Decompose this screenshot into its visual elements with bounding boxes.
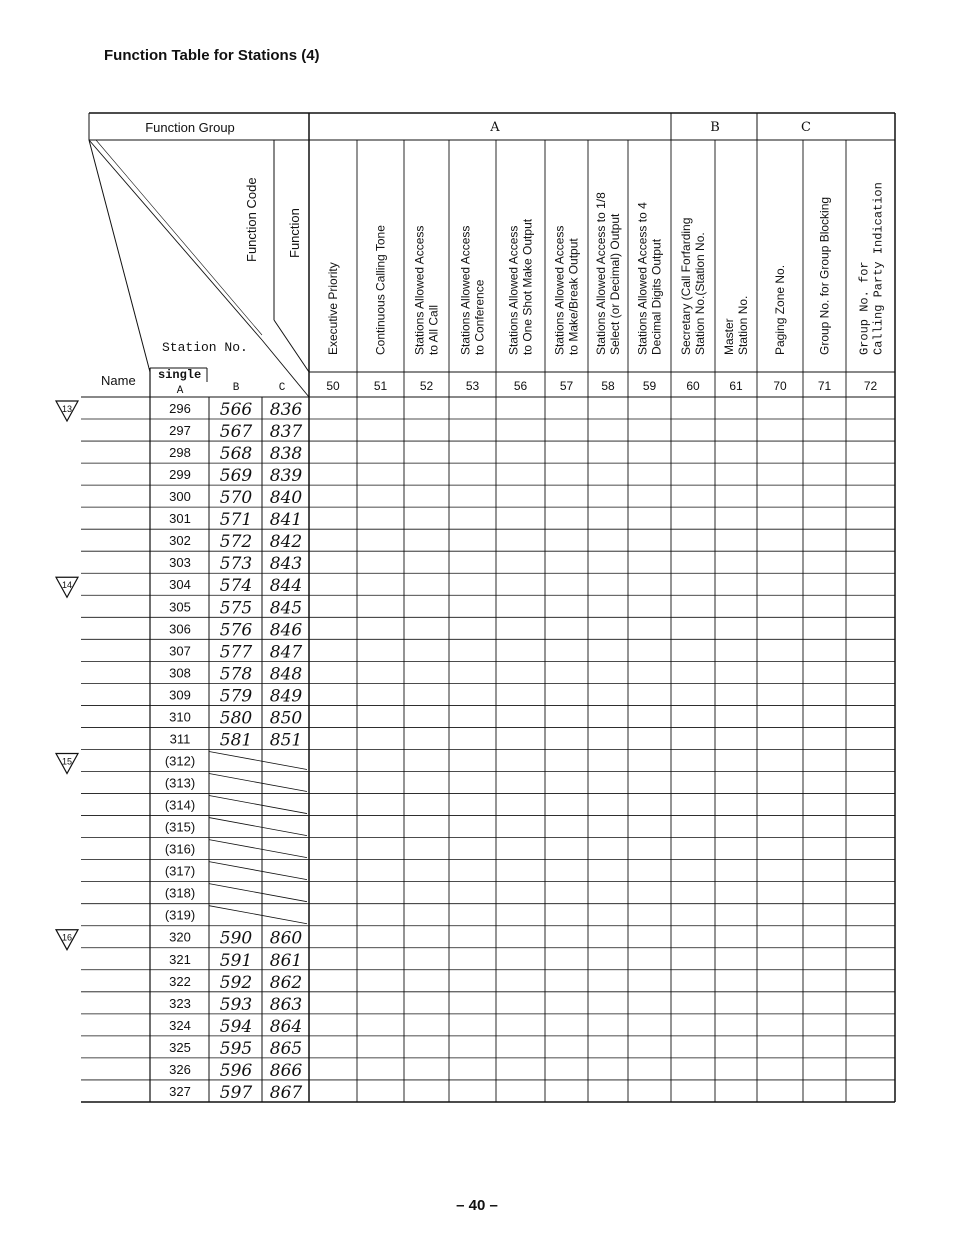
marker-label: 16 (61, 932, 73, 943)
station-number-b: 566 (219, 400, 253, 420)
function-name-59: Decimal Digits Output (649, 238, 664, 355)
station-number-c: 860 (269, 928, 303, 949)
function-code-56: 56 (513, 379, 528, 393)
station-number-b: 580 (219, 708, 253, 729)
sub-column-a: A (176, 385, 184, 397)
station-number-b: 568 (219, 444, 253, 465)
function-name-60: Station No.(Station No. (693, 232, 707, 355)
station-number-a: 324 (169, 1017, 191, 1033)
station-number-a: 310 (169, 709, 191, 725)
station-number-a: 325 (169, 1039, 191, 1055)
station-number-c: 844 (269, 576, 303, 597)
station-number-a: (317) (164, 863, 196, 879)
station-number-a: 327 (169, 1083, 191, 1099)
function-name-52: Stations Allowed Access (412, 225, 427, 355)
station-number-b: 576 (219, 620, 253, 641)
empty-cell-diagonal (209, 796, 307, 814)
station-number-c: 837 (269, 422, 303, 443)
marker-triangle-icon (56, 577, 78, 597)
function-code-60: 60 (686, 379, 700, 393)
function-name-57: Stations Allowed Access (552, 225, 567, 355)
empty-cell-diagonal (209, 906, 307, 924)
station-number-a: (314) (164, 797, 196, 813)
station-number-a: (312) (164, 753, 196, 769)
station-number-a: 309 (169, 687, 191, 703)
empty-cell-diagonal (209, 774, 307, 792)
function-code-71: 71 (817, 379, 832, 393)
function-name-58: Stations Allowed Access to 1/8 (594, 192, 608, 355)
function-name-72: Group No. for (857, 261, 872, 355)
single-label: single (158, 368, 202, 382)
function-name-61: Master (722, 318, 736, 355)
station-number-c: 865 (269, 1038, 303, 1059)
marker-triangle-icon (56, 753, 78, 773)
station-number-c: 861 (269, 950, 303, 971)
station-number-a: (315) (164, 819, 196, 835)
function-code-label: Function Code (244, 177, 259, 262)
station-number-b: 567 (219, 422, 253, 443)
function-name-57: to Make/Break Output (566, 238, 581, 355)
station-number-b: 574 (219, 576, 253, 597)
function-code-61: 61 (729, 379, 743, 393)
station-number-b: 569 (219, 466, 253, 487)
function-code-51: 51 (373, 379, 388, 393)
station-number-a: 322 (169, 973, 191, 989)
function-group-label: Function Group (145, 120, 235, 135)
station-number-a: 297 (169, 423, 191, 439)
empty-cell-diagonal (209, 751, 307, 769)
function-name-72: Calling Party Indication (871, 182, 886, 355)
function-code-57: 57 (559, 379, 574, 393)
station-number-b: 593 (219, 994, 253, 1015)
station-number-b: 596 (219, 1060, 253, 1081)
function-group-a: A (490, 120, 500, 135)
function-code-58: 58 (601, 379, 615, 393)
station-number-a: 304 (169, 577, 191, 593)
function-name-59: Stations Allowed Access to 4 (635, 202, 650, 355)
station-number-a: 323 (169, 995, 191, 1011)
function-name-52: to All Call (426, 304, 441, 355)
station-number-b: 590 (219, 928, 253, 949)
function-name-58: Select (or Decimal) Output (608, 213, 622, 355)
station-number-c: 841 (269, 510, 303, 531)
station-number-a: 299 (169, 467, 191, 483)
station-number-c: 848 (269, 664, 303, 685)
station-number-a: 321 (169, 951, 191, 967)
station-number-b: 573 (219, 554, 253, 575)
station-number-a: 301 (169, 511, 191, 527)
station-number-b: 575 (219, 598, 253, 619)
station-number-c: 839 (269, 466, 303, 487)
station-number-b: 592 (219, 972, 253, 993)
function-code-50: 50 (326, 379, 340, 393)
function-name-56: Stations Allowed Access (506, 225, 521, 355)
function-code-72: 72 (863, 379, 878, 393)
station-number-a: 311 (169, 731, 191, 747)
station-number-c: 850 (269, 708, 303, 729)
function-label: Function (287, 208, 302, 258)
header-diagonal (262, 340, 309, 397)
page-title: Function Table for Stations (4) (104, 47, 320, 64)
marker-triangle-icon (56, 401, 78, 421)
station-number-b: 591 (219, 950, 253, 971)
empty-cell-diagonal (209, 840, 307, 858)
station-number-c: 849 (269, 686, 303, 707)
marker-label: 13 (61, 404, 73, 414)
station-number-b: 579 (219, 686, 253, 707)
station-number-c: 842 (269, 532, 303, 553)
station-number-c: 851 (269, 730, 303, 751)
station-number-c: 862 (269, 972, 303, 993)
station-number-a: 305 (169, 599, 191, 615)
station-number-b: 597 (219, 1082, 253, 1103)
sub-column-b: B (232, 382, 240, 394)
function-name-71: Group No. for Group Blocking (817, 196, 832, 355)
function-name-53: Stations Allowed Access (458, 225, 473, 355)
function-name-56: to One Shot Make Output (520, 218, 535, 355)
station-number-a: (313) (164, 775, 196, 791)
function-name-50: Executive Priority (326, 262, 340, 355)
station-number-b: 572 (219, 532, 253, 553)
station-number-c: 847 (269, 642, 303, 663)
station-number-b: 581 (219, 730, 253, 751)
station-number-b: 594 (219, 1016, 253, 1037)
function-code-70: 70 (773, 379, 787, 393)
station-number-b: 578 (219, 664, 253, 685)
station-number-a: 320 (169, 929, 191, 945)
station-number-a: 306 (169, 621, 191, 637)
station-number-c: 840 (269, 488, 303, 509)
function-name-53: to Conference (472, 279, 487, 355)
empty-cell-diagonal (209, 818, 307, 836)
header-diagonal (96, 140, 262, 335)
station-number-c: 843 (269, 554, 303, 575)
function-name-51: Continuous Calling Tone (373, 225, 388, 355)
station-number-a: 302 (169, 533, 191, 549)
function-name-70: Paging Zone No. (773, 264, 787, 355)
station-no-label: Station No. (162, 340, 248, 355)
station-number-a: 326 (169, 1061, 191, 1077)
station-number-a: 300 (169, 489, 191, 505)
station-number-c: 864 (269, 1016, 303, 1037)
station-number-c: 863 (269, 994, 303, 1015)
station-number-a: 307 (169, 643, 191, 659)
function-group-c: C (801, 120, 811, 135)
station-number-a: (316) (164, 841, 196, 857)
station-number-b: 595 (219, 1038, 253, 1059)
station-number-a: (318) (164, 885, 196, 901)
page-number: – 40 – (456, 1197, 498, 1214)
function-name-61: Station No. (736, 295, 750, 355)
name-label: Name (101, 373, 136, 388)
function-name-60: Secretary (Call Forfarding (679, 217, 693, 355)
station-number-b: 577 (219, 642, 253, 663)
function-code-53: 53 (465, 379, 480, 393)
station-number-a: 296 (169, 401, 191, 416)
empty-cell-diagonal (209, 862, 307, 880)
station-number-b: 571 (219, 510, 253, 531)
header-diagonal (274, 320, 309, 372)
marker-triangle-icon (56, 930, 78, 950)
station-number-c: 838 (269, 444, 303, 465)
marker-label: 14 (61, 580, 73, 591)
station-number-a: 303 (169, 555, 191, 571)
station-number-c: 846 (269, 620, 303, 641)
marker-label: 15 (61, 756, 73, 767)
empty-cell-diagonal (209, 884, 307, 902)
function-code-59: 59 (642, 379, 657, 393)
sub-column-c: C (278, 382, 286, 394)
station-number-b: 570 (219, 488, 253, 509)
station-number-c: 866 (269, 1060, 303, 1081)
function-group-b: B (710, 120, 720, 135)
station-number-a: 308 (169, 665, 191, 681)
station-number-c: 867 (269, 1082, 303, 1103)
function-code-52: 52 (419, 379, 434, 393)
station-number-c: 836 (269, 400, 303, 420)
station-number-c: 845 (269, 598, 303, 619)
station-number-a: 298 (169, 445, 191, 461)
station-number-a: (319) (164, 907, 196, 923)
